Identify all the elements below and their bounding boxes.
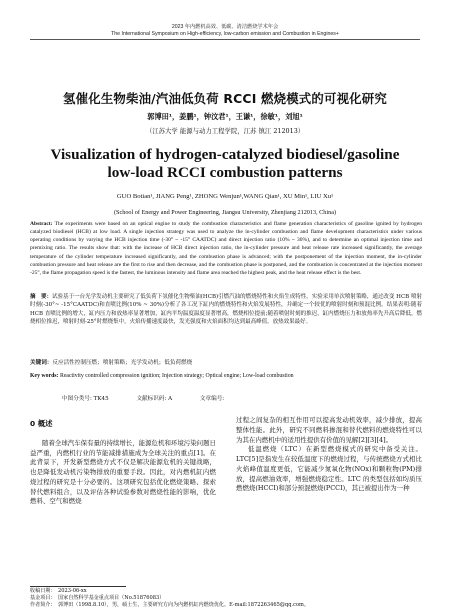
title-en-line1: Visualization of hydrogen-catalyzed biodiesel/gasoline xyxy=(50,146,400,163)
affiliation-en: (School of Energy and Power Engineering, Jiangsu University, Zhenjiang 212013, China) xyxy=(113,209,337,216)
title-en-line2: low-load RCCI combustion patterns xyxy=(107,164,343,181)
abstract-cn xyxy=(30,293,422,326)
footnote-rule xyxy=(30,586,126,587)
body-column-right xyxy=(236,416,422,494)
abstract-cn-text: 试验基于一台光学发动机主要研究了低负荷下氢催化生物柴油(HCB)引燃汽油的燃烧特性和火焰生成特性。实验采用单次喷射策略，通过改变 HCB 喷射时刻(-30°~ -15°CAATDC)和直喷比例(10% ~ 30%)分析了各工况下缸内的燃烧特性和火焰发展特性，并确定一个较优的喷射时刻和预混比例。结果表明:随着 HCB 直喷比例的增大，缸内压力和放热率显著增加，缸内平均温度温度显著增高，燃烧相位提前;随着喷射时刻的推迟，缸内燃烧压力和放热率先升高后降低，燃烧相位推迟，喷射时刻-25°时燃烧集中，火焰传播速度最快，发光强度和火焰面积均达到最高峰值，放热效果最好。 xyxy=(30,294,422,325)
classification-line xyxy=(62,394,250,402)
abstract-cn-label: 摘 要： xyxy=(30,294,53,300)
conference-header-en: The International Symposium on High-efficiency, low-carbon emission and Combustion in Engines+ xyxy=(111,31,339,37)
body-paragraph-continued: 过程之间复杂的相互作用可以提高发动机效率，减少排放，提高整体性能。此外，研究不同燃料掺混和替代燃料的燃烧特性可以为其在内燃机中的适用性提供有价值的见解[2][3][4]。 xyxy=(236,416,422,444)
keywords-cn-label: 关键词： xyxy=(30,360,53,366)
body-paragraph-1: 随着全球汽车保有量的持续增长，能源危机和环境污染问题日益严重，内燃机行业的节能减排措施成为全球关注的重点[1]。在此背景下，开发新型燃烧方式不仅是解决能源危机的关键战略，也是降低发动机污染物排放的重要手段。因此，对内燃机缸内燃烧过程的研究是十分必要的。这项研究包括优化燃烧策略、探索替代燃料组合，以及评估各种试验参数对燃烧性能的影响，优化燃料、空气和燃烧 xyxy=(30,438,216,506)
abstract-en xyxy=(30,220,422,277)
authors-en: GUO Botian¹, JIANG Peng¹, ZHONG Wenjun¹,WANG Qian¹, XU Min¹, LIU Xu¹ xyxy=(116,193,334,200)
title-cn: 氢催化生物柴油/汽油低负荷 RCCI 燃烧模式的可视化研究 xyxy=(63,91,387,106)
body-paragraph-2: 低温燃烧（LTC）在新型燃烧模式的研究中备受关注。LTC[5]是指发生在较低温度下的燃烧过程，与传统燃烧方式相比火焰峰值温度更低，它能减少氮氧化物(NOx)和颗粒物(PM)排放，提高燃油效率，增强燃烧稳定性。LTC 的类型包括如均质压燃燃烧(HCCI)和部分预混燃烧(PCCI)，其已被提出作为一种 xyxy=(236,445,422,493)
keywords-cn-text: 反应活性控制压燃；喷射策略；光学发动机；低负荷燃烧 xyxy=(52,360,193,366)
footnote-fund: 基金项目： 国家自然科学基金重点项目（No.51876083） xyxy=(30,595,165,601)
header-rule xyxy=(30,39,420,40)
abstract-en-text: The experiments were based on an optical engine to study the combustion characteristics and flame generation characteristics of gasoline ignited by hydrogen catalyzed biodiesel (HCB) at low load. A single injection strategy was used to analyze the in-cylinder combustion and flame development characteristics under various operating conditions by varying the HCB injection time (-30° ~ -15° CAATDC) and direct injection ratio (10% ~ 30%), and to determine an optimal injection time and premixing ratio. The results show that: with the increase of HCB direct injection ratio, the in-cylinder pressure and heat release rate increased significantly, the average temperature of the cylinder temperature increased significantly, and the combustion phase is advanced; with the postponement of the injection moment, the in-cylinder combustion pressure and heat release are the first to rise and then decrease, and the combustion phase is postponed, and the combustion is concentrated at the injection moment -25°, the flame propagation speed is the fastest, the luminous intensity and flame area reached the highest peak, and the heat release effect is the best. xyxy=(30,221,422,276)
keywords-en-text: Reactivity controlled compression ignition; Injection strategy; Optical engine; Low-load combustion xyxy=(59,373,294,379)
title-en xyxy=(0,146,450,182)
clc-number: 中图分类号: TK45 xyxy=(62,396,109,402)
abstract-en-label: Abstract: xyxy=(30,221,53,227)
footnote-author: 作者简介： 郭博田（1998.8.10），男，硕士生，主要研究方向为内燃机缸内燃烧优化。E-mail:1872263465@qq.com。 xyxy=(30,602,309,608)
section-heading: 0 概述 xyxy=(30,419,53,428)
footnote-received: 收稿日期： 2023-06-xx xyxy=(30,588,87,594)
document-code: 文献标识码: A xyxy=(136,396,173,402)
authors-cn: 郭博田¹，姜鹏¹，钟汶君¹，王谦¹，徐敏¹，刘旭¹ xyxy=(147,112,303,121)
keywords-cn xyxy=(30,359,422,367)
affiliation-cn: （江苏大学 能源与动力工程学院，江苏 镇江 212013） xyxy=(145,127,305,135)
keywords-en-label: Key words: xyxy=(30,373,59,379)
conference-header-cn: 2023 年内燃机高效、低碳、清洁燃烧学术年会 xyxy=(171,24,279,30)
body-column-left xyxy=(30,419,216,507)
keywords-en xyxy=(30,372,422,380)
article-number: 文章编号: xyxy=(199,396,225,402)
